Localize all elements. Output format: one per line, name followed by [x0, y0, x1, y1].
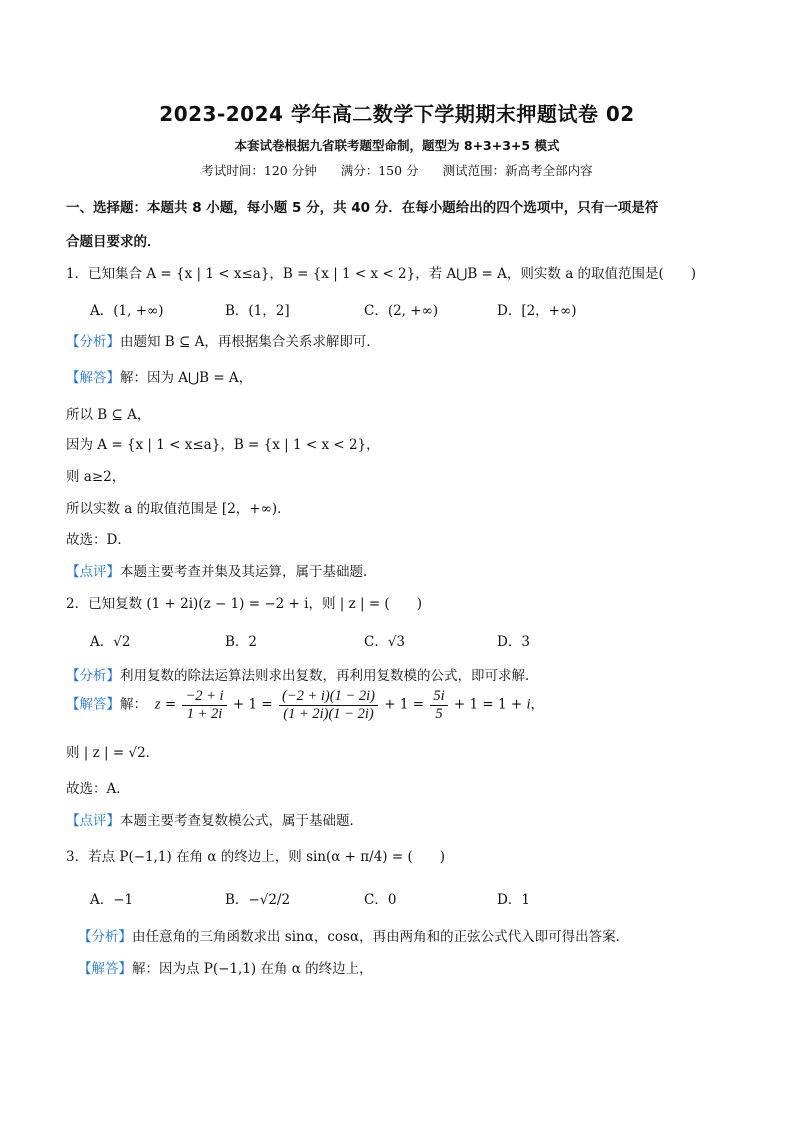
q3-option-b: B．−√2/2: [225, 892, 291, 908]
q1-solution-4: 所以实数 a 的取值范围是 [2，+∞)．: [66, 501, 291, 517]
section-heading-line1: 一、选择题：本题共 8 小题，每小题 5 分，共 40 分．在每小题给出的四个选项中，只有一项是符: [66, 200, 659, 216]
q2-fraction-2: $\frac{(-2 + i)(1 - 2i)}{(1 + 2i)(1 - 2i)}$: [279, 688, 378, 722]
q2-fraction-1: $\frac{-2 + i}{1 + 2i}$: [182, 688, 226, 722]
solution-label: 【解答】: [66, 696, 120, 713]
comment-label: 【点评】: [66, 564, 120, 580]
q2-text: 已知复数 (1 + 2i)(z − 1) = −2 + i，则 | z | = ( ): [88, 596, 422, 612]
q3-analysis-text: 由任意角的三角函数求出 sinα，cosα，再由两角和的正弦公式代入即可得出答案．: [132, 929, 630, 945]
q2-solution-formula: 【解答】解： z = $\frac{-2 + i}{1 + 2i}$ + 1 = $\frac{(-2 + i)(1 - 2i)}{(1 + 2i)(1 - 2i)}$ + 1 = $\frac{5i}{5}$ + 1 = 1 + i，: [66, 688, 545, 722]
q1-option-d: D．[2，+∞): [497, 303, 577, 319]
q2-analysis: [66, 664, 539, 684]
q2-comment-text: 本题主要考查复数模公式，属于基础题．: [120, 813, 363, 829]
q3-text: 若点 P(−1,1) 在角 α 的终边上，则 sin(α + π/4) = ( ): [88, 849, 445, 865]
q1-option-b: B．(1，2]: [225, 303, 290, 319]
analysis-label: 【分析】: [78, 929, 132, 945]
q1-stem: [66, 262, 696, 282]
q3-option-d: D．1: [497, 892, 530, 908]
q3-analysis: [78, 925, 629, 945]
q1-text: 已知集合 A = {x | 1 < x≤a}，B = {x | 1 < x < 2}，若 A⋃B = A，则实数 a 的取值范围是( ): [88, 266, 697, 282]
q3-solution-text: 解：因为点 P(−1,1) 在角 α 的终边上，: [132, 961, 373, 977]
q1-analysis-text: 由题知 B ⊆ A，再根据集合关系求解即可．: [120, 334, 380, 350]
page-title: 2023-2024 学年高二数学下学期期末押题试卷 02: [159, 102, 635, 126]
q3-stem: [66, 845, 445, 865]
q2-choice: 故选：A．: [66, 781, 130, 797]
q1-comment-text: 本题主要考查并集及其运算，属于基础题．: [120, 564, 377, 580]
q3-number: 3．: [66, 849, 89, 865]
q2-stem: [66, 592, 422, 612]
q2-option-c: C．√3: [364, 634, 406, 650]
q2-comment: [66, 809, 363, 829]
q2-solution-prefix: 解：: [120, 696, 147, 713]
q2-fraction-3: $\frac{5i}{5}$: [430, 688, 447, 722]
q1-option-a: A．(1, +∞): [90, 303, 164, 319]
analysis-label: 【分析】: [66, 668, 120, 684]
q2-result: 则 | z | = √2．: [66, 745, 160, 761]
q1-number: 1．: [66, 266, 89, 282]
exam-scope: 测试范围：新高考全部内容: [442, 163, 593, 178]
section-heading-line2: 合题目要求的．: [66, 234, 161, 250]
q1-comment: [66, 560, 377, 580]
q1-solution-5: 故选：D．: [66, 532, 131, 548]
q1-solution-1: 所以 B ⊆ A，: [66, 407, 151, 423]
q2-option-b: B．2: [225, 634, 258, 650]
q2-analysis-text: 利用复数的除法运算法则求出复数，再利用复数模的公式，即可求解．: [120, 668, 539, 684]
solution-label: 【解答】: [78, 961, 132, 977]
q3-option-c: C．0: [364, 892, 397, 908]
exam-info: [0, 161, 794, 179]
q3-solution: [78, 957, 373, 977]
q1-solution-line: [66, 366, 252, 386]
exam-time: 考试时间：120 分钟: [201, 163, 317, 178]
q1-analysis: [66, 330, 380, 350]
analysis-label: 【分析】: [66, 334, 120, 350]
page-subtitle: 本套试卷根据九省联考题型命制，题型为 8+3+3+5 模式: [234, 138, 560, 153]
q2-option-a: A．√2: [90, 634, 131, 650]
solution-label: 【解答】: [66, 370, 120, 386]
exam-score: 满分：150 分: [340, 163, 419, 178]
q2-number: 2．: [66, 596, 89, 612]
q1-solution-0: 解：因为 A⋃B = A，: [120, 370, 253, 386]
q1-solution-3: 则 a≥2，: [66, 469, 126, 485]
q2-option-d: D．3: [497, 634, 530, 650]
q1-option-c: C．(2, +∞): [364, 303, 439, 319]
q3-option-a: A．−1: [90, 892, 134, 908]
q1-solution-2: 因为 A = {x | 1 < x≤a}，B = {x | 1 < x < 2}，: [66, 437, 380, 453]
comment-label: 【点评】: [66, 813, 120, 829]
